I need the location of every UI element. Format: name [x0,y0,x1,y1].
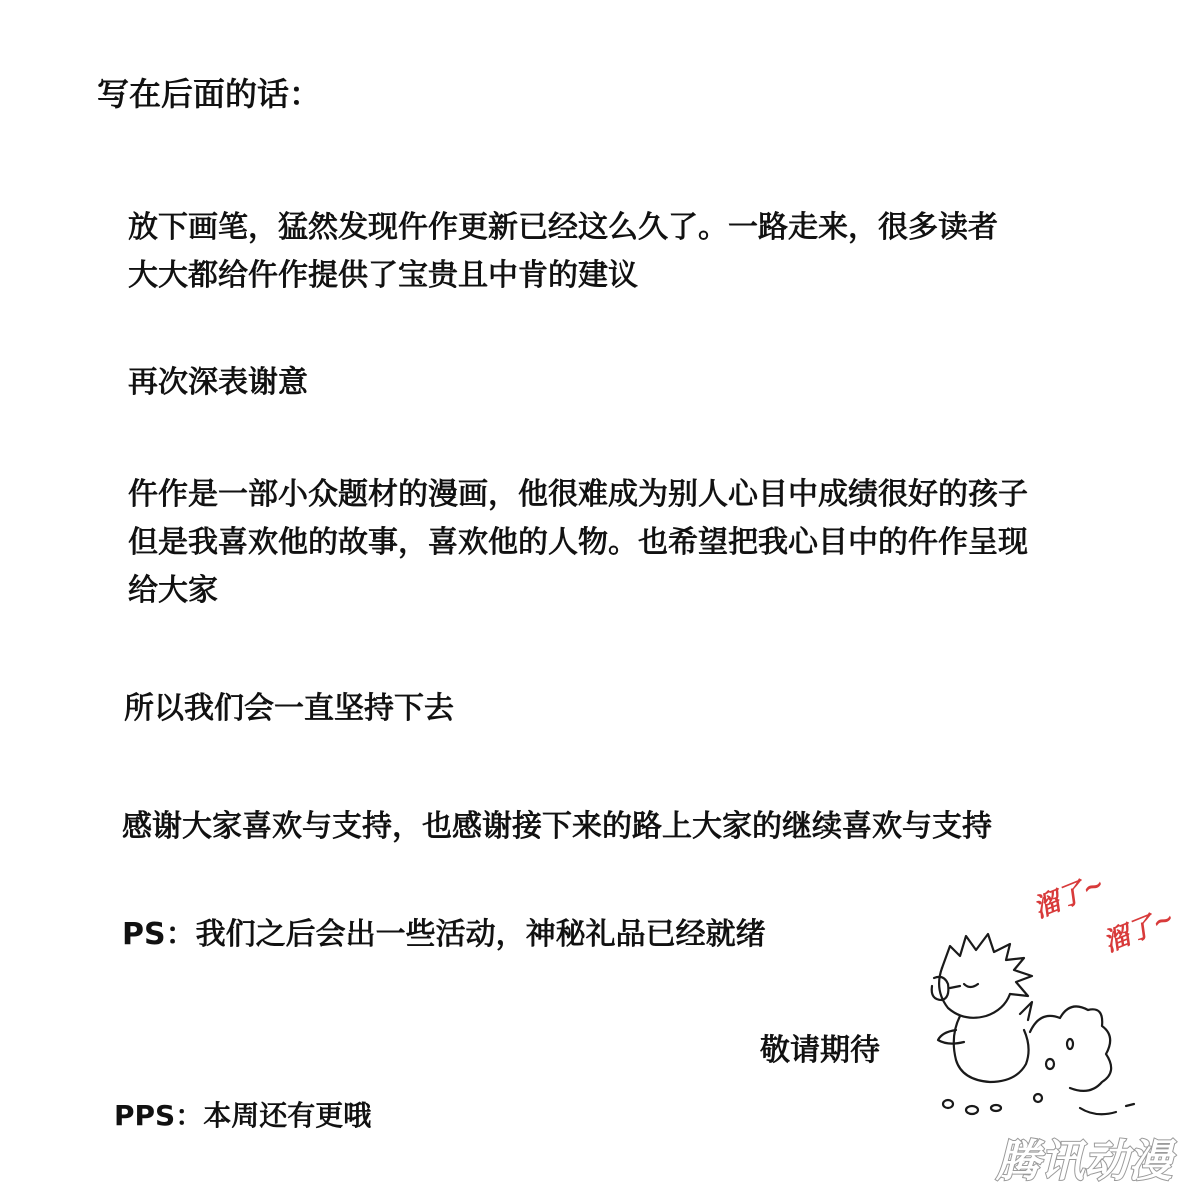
paragraph-thanks-support [122,803,992,851]
paragraph-line: PS：我们之后会出一些活动，神秘礼品已经就绪 [122,917,766,952]
paragraph-line: 敬请期待 [760,1033,880,1068]
paragraph-line: 给大家 [128,573,218,608]
paragraph-line: 仵作是一部小众题材的漫画，他很难成为别人心目中成绩很好的孩子 [128,477,1028,512]
paragraph-line: 所以我们会一直坚持下去 [124,691,454,726]
watermark-text: 腾讯动漫 [996,1136,1172,1187]
paragraph-pps [114,1092,371,1140]
tencent-comics-watermark [992,1132,1182,1188]
sound-effect-text-1: 溜了~ [1029,869,1110,925]
page-heading: 写在后面的话： [97,75,322,113]
sound-effect-text-2: 溜了~ [1099,903,1180,959]
paragraph-line: 感谢大家喜欢与支持，也感谢接下来的路上大家的继续喜欢与支持 [122,809,992,844]
paragraph-ps [122,911,766,959]
paragraph-line: 但是我喜欢他的故事，喜欢他的人物。也希望把我心目中的仵作呈现 [128,525,1028,560]
paragraph-line: 大大都给仵作提供了宝贵且中肯的建议 [128,258,638,293]
character-sketch [932,934,1134,1114]
paragraph-gratitude [128,359,308,407]
paragraph-about-comic [128,471,1028,615]
paragraph-stay-tuned [760,1027,880,1075]
paragraph-thanks-readers [128,204,998,300]
paragraph-line: 再次深表谢意 [128,365,308,400]
paragraph-line: 放下画笔，猛然发现仵作更新已经这么久了。一路走来，很多读者 [128,210,998,245]
paragraph-commitment [124,685,454,733]
running-chibi-doodle [920,860,1190,1130]
paragraph-line: PPS：本周还有更哦 [114,1099,372,1132]
